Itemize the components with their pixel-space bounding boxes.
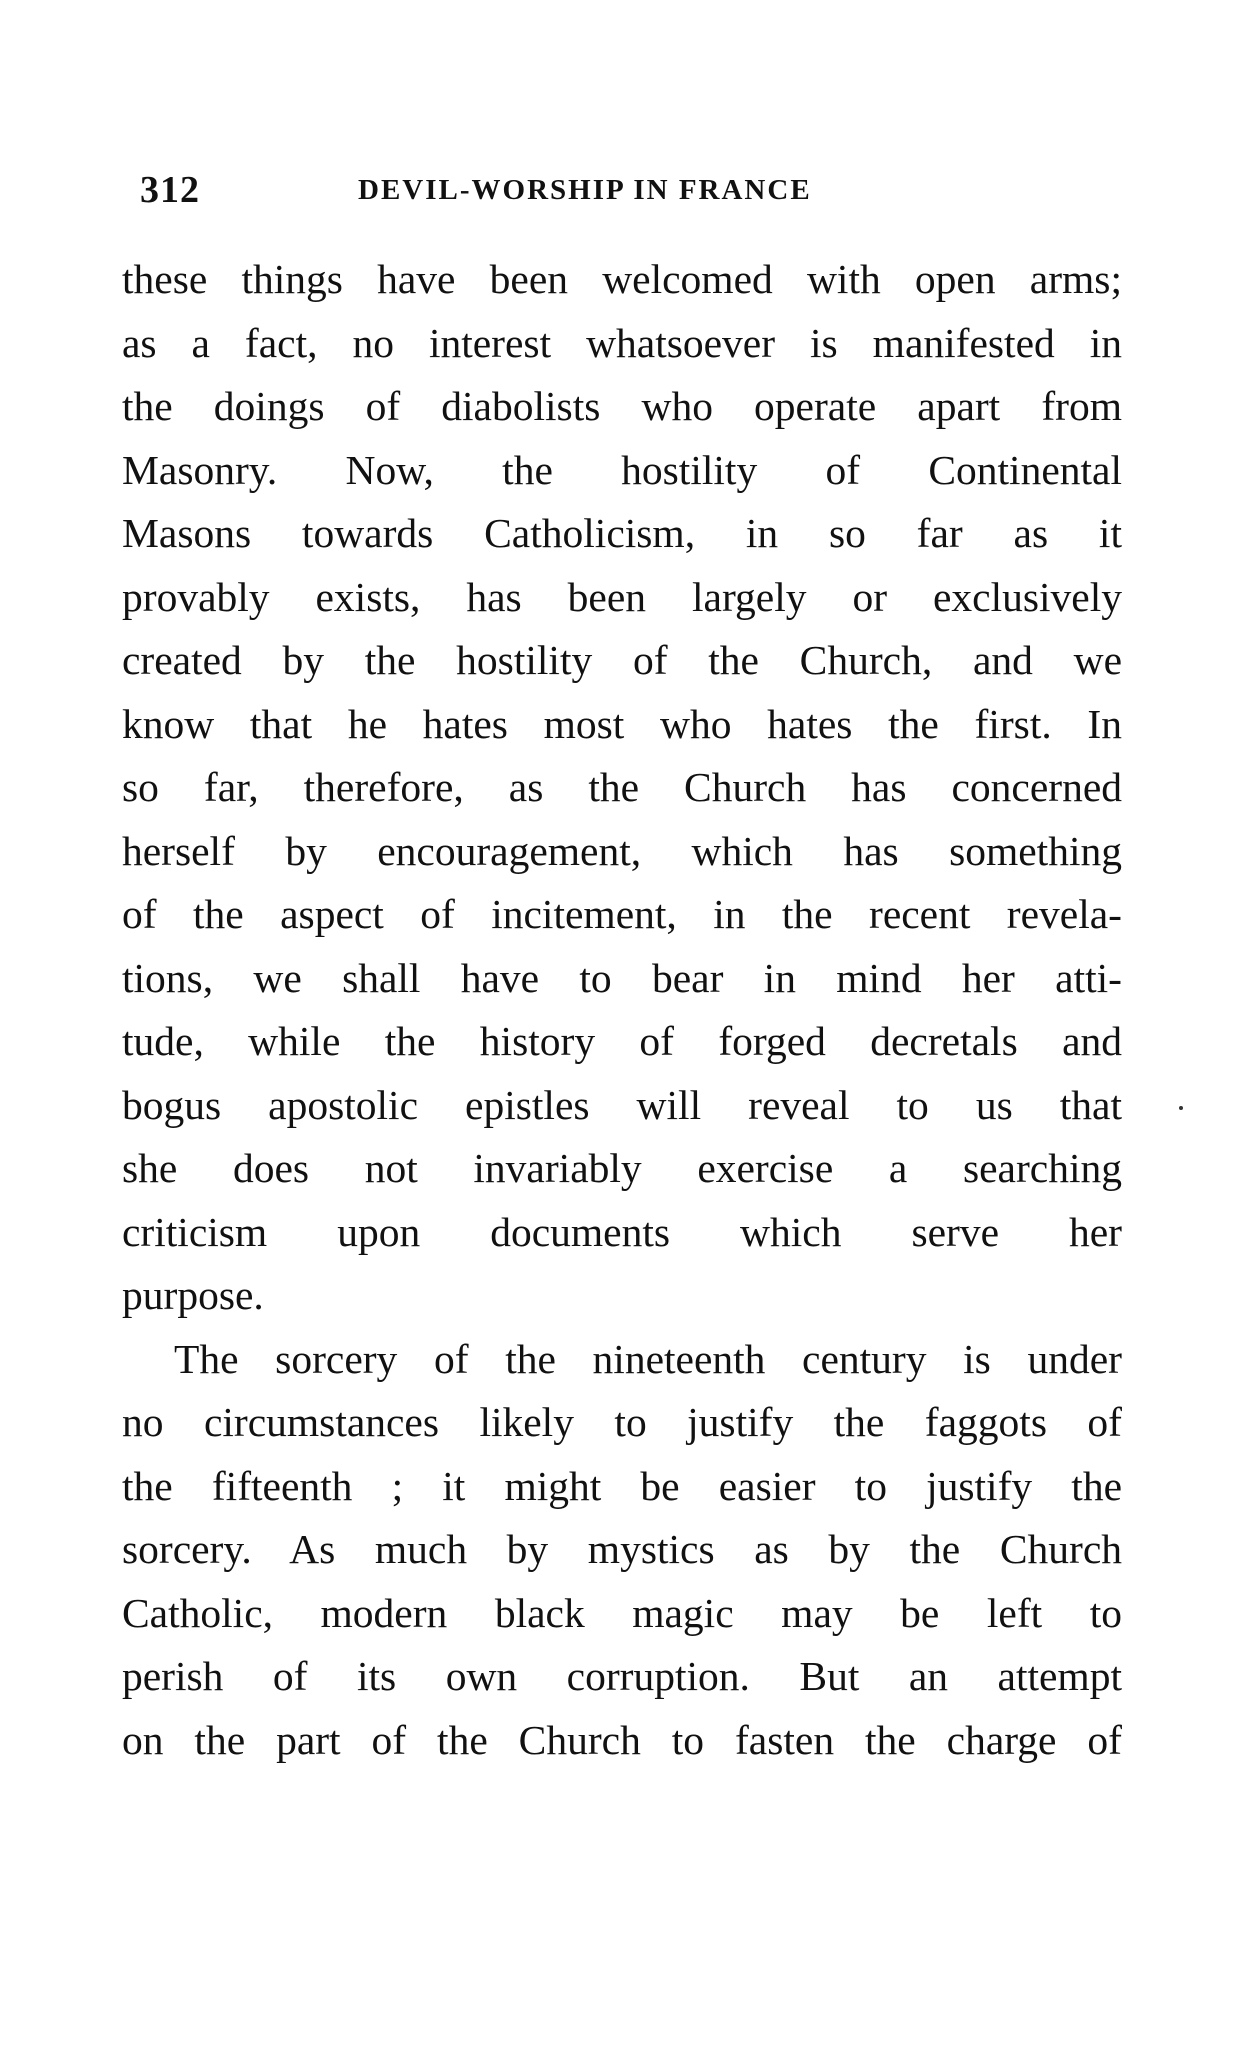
text-line: the fifteenth ; it might be easier to justify the xyxy=(122,1462,1122,1509)
text-line: provably exists, has been largely or exclusively xyxy=(122,573,1122,620)
text-line: perish of its own corruption. But an attempt xyxy=(122,1653,1122,1699)
text-line: no circumstances likely to justify the faggots of xyxy=(122,1399,1122,1445)
text-line: herself by encouragement, which has something xyxy=(122,827,1122,874)
text-line: tude, while the history of forged decretals and xyxy=(122,1018,1122,1064)
text-line: tions, we shall have to bear in mind her atti- xyxy=(122,954,1122,1001)
text-line: on the part of the Church to fasten the charge of xyxy=(122,1716,1122,1763)
text-line: know that he hates most who hates the first. In xyxy=(122,700,1122,747)
text-line: so far, therefore, as the Church has concerned xyxy=(122,764,1122,810)
page-header xyxy=(140,168,1100,218)
paragraph-1 xyxy=(122,248,1122,1328)
text-line: as a fact, no interest whatsoever is manifested in xyxy=(122,319,1122,366)
text-line: the doings of diabolists who operate apart from xyxy=(122,383,1122,429)
text-line: these things have been welcomed with open arms; xyxy=(122,256,1122,302)
scan-speck-mark xyxy=(1179,1106,1183,1110)
text-line: she does not invariably exercise a searching xyxy=(122,1145,1122,1191)
text-line: created by the hostility of the Church, and we xyxy=(122,637,1122,683)
text-line: of the aspect of incitement, in the recent revela- xyxy=(122,891,1122,937)
text-line: criticism upon documents which serve her xyxy=(122,1208,1122,1255)
running-head: DEVIL-WORSHIP IN FRANCE xyxy=(358,174,812,206)
text-line: The sorcery of the nineteenth century is under xyxy=(174,1335,1122,1382)
text-line: sorcery. As much by mystics as by the Church xyxy=(122,1526,1122,1572)
page-number: 312 xyxy=(140,169,200,211)
text-line: Masonry. Now, the hostility of Continental xyxy=(122,446,1122,493)
text-line: Catholic, modern black magic may be left to xyxy=(122,1589,1122,1636)
text-line: purpose. xyxy=(122,1272,264,1318)
paragraph-2 xyxy=(122,1328,1122,1773)
text-line: Masons towards Catholicism, in so far as it xyxy=(122,510,1122,556)
text-line: bogus apostolic epistles will reveal to us that xyxy=(122,1081,1122,1128)
body-text xyxy=(122,248,1122,1772)
